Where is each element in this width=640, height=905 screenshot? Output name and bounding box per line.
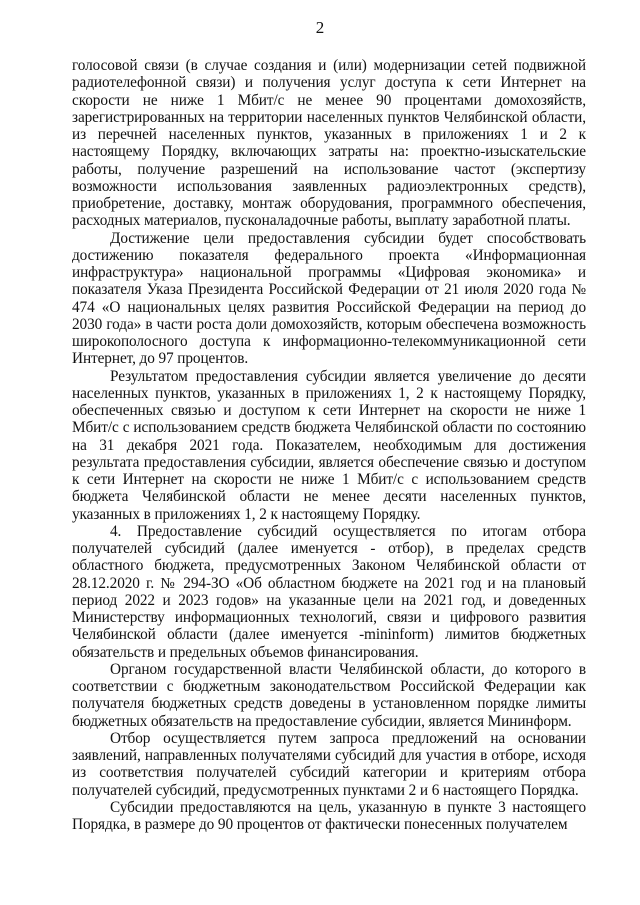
paragraph-subsidy-result: Результатом предоставления субсидии является увеличение до десяти населенных пунктов, указанных в приложениях 1, 2 к настоящему Порядку, обеспеченных связью и доступом к сети Интернет на скорости не ниже 1 Мбит/с с использованием средств бюджета Челябинской области по состоянию на 31 декабря 2021 года. Показателем, необходимым для достижения результата предоставления субсидии, является обеспечение связью и доступом к сети Интернет на скорости не ниже 1 Мбит/с с использованием средств бюджета Челябинской области не менее десяти населенных пунктов, указанных в приложениях 1, 2 к настоящему Порядку. (72, 367, 586, 523)
document-body (72, 57, 586, 833)
paragraph-item-4: 4. Предоставление субсидий осуществляется по итогам отбора получателей субсидий (далее именуется - отбор), в пределах средств областного бюджета, предусмотренных Законом Челябинской области от 28.12.2020 г. № 294-ЗО «Об областном бюджете на 2021 год и на плановый период 2022 и 2023 годов» на указанные цели на 2021 год, и доведенных Министерству информационных технологий, связи и цифрового развития Челябинской области (далее именуется -mininform) лимитов бюджетных обязательств и предельных объемов финансирования. (72, 522, 586, 661)
paragraph-state-authority: Органом государственной власти Челябинской области, до которого в соответствии с бюджетным законодательством Российской Федерации как получателя бюджетных средств доведены в установленном порядке лимиты бюджетных обязательств на предоставление субсидии, является Мининформ. (72, 660, 586, 730)
paragraph-selection: Отбор осуществляется путем запроса предложений на основании заявлений, направленных получателями субсидий для участия в отборе, исходя из соответствия получателей субсидий категории и критериям отбора получателей субсидий, предусмотренных пунктами 2 и 6 настоящего Порядка. (72, 729, 586, 799)
paragraph-goal-achievement: Достижение цели предоставления субсидии будет способствовать достижению показателя федерального проекта «Информационная инфраструктура» национальной программы «Цифровая экономика» и показателя Указа Президента Российской Федерации от 21 июля 2020 года № 474 «О национальных целях развития Российской Федерации на период до 2030 года» в части роста доли домохозяйств, которым обеспечена возможность широкополосного доступа к информационно-телекоммуникационной сети Интернет, до 97 процентов. (72, 229, 586, 368)
page-number: 2 (315, 18, 325, 37)
paragraph-subsidy-amount: Субсидии предоставляются на цель, указанную в пункте 3 настоящего Порядка, в размере до 90 процентов от фактически понесенных получателем (72, 798, 586, 833)
paragraph-continuation: голосовой связи (в случае создания и (или) модернизации сетей подвижной радиотелефонной связи) и получения услуг доступа к сети Интернет на скорости не ниже 1 Мбит/с не менее 90 процентами домохозяйств, зарегистрированных на территории населенных пунктов Челябинской области, из перечней населенных пунктов, указанных в приложениях 1 и 2 к настоящему Порядку, включающих затраты на: проектно-изыскательские работы, получение разрешений на использование частот (экспертизу возможности использования заявленных радиоэлектронных средств), приобретение, доставку, монтаж оборудования, программного обеспечения, расходных материалов, пусконаладочные работы, выплату заработной платы. (72, 57, 586, 230)
